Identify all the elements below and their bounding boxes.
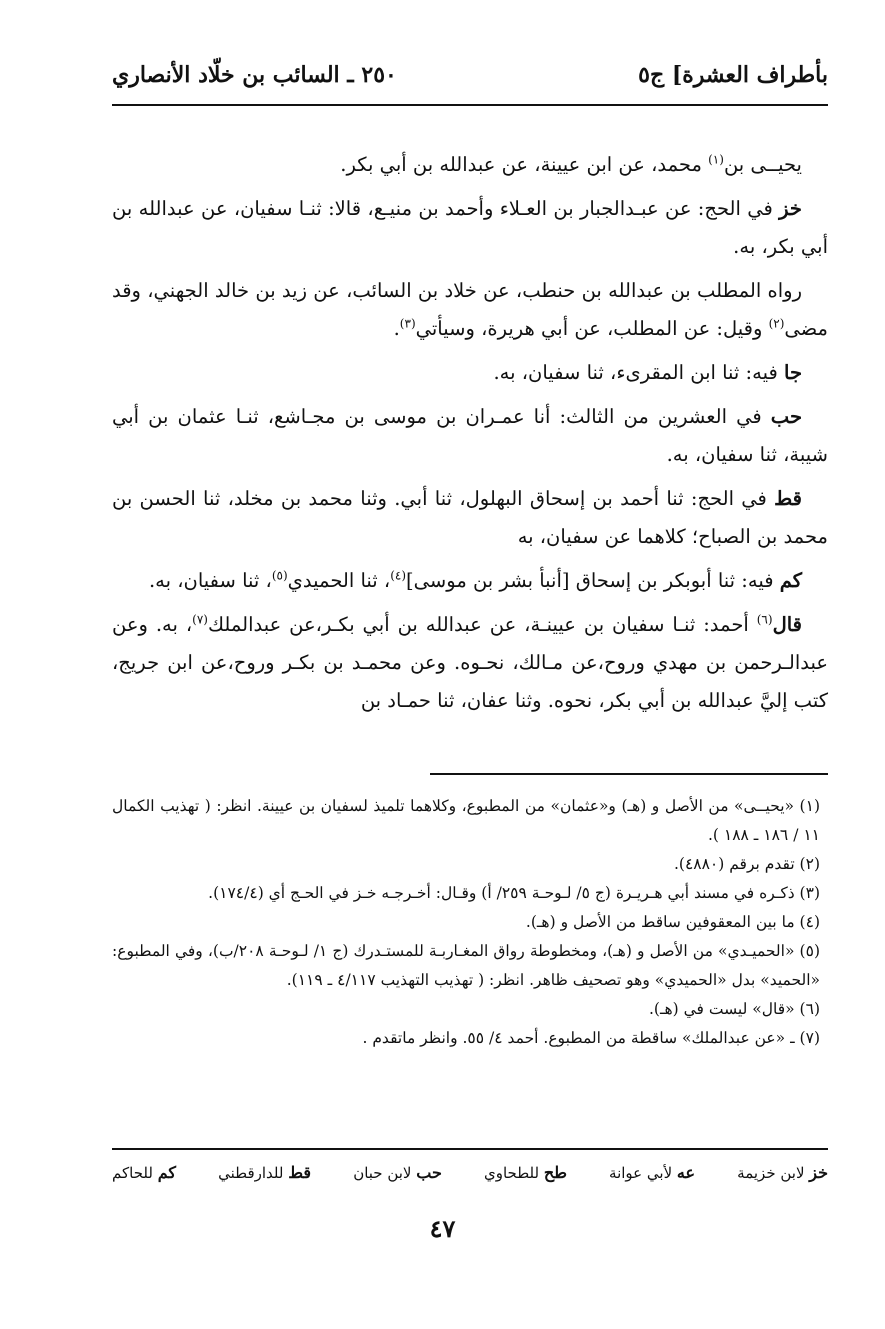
footnote-ref: (٥) bbox=[271, 568, 288, 583]
source-code: حب bbox=[770, 405, 802, 428]
source-code: قال bbox=[772, 613, 802, 636]
main-text bbox=[112, 146, 828, 726]
footnote-divider bbox=[430, 773, 828, 775]
section-title: ٢٥٠ ـ السائب بن خلّاد الأنصاري bbox=[112, 62, 397, 88]
footnote-ref: (٦) bbox=[756, 612, 773, 627]
source-code: قط bbox=[774, 487, 802, 510]
footnote-ref: (١) bbox=[708, 152, 724, 167]
legend-item: خز لابن خزيمة bbox=[737, 1163, 828, 1182]
source-code: خز bbox=[779, 197, 802, 220]
source-code: كم bbox=[779, 569, 802, 592]
footnotes bbox=[112, 792, 828, 1053]
footnote-ref: (٤) bbox=[390, 568, 407, 583]
legend-divider bbox=[112, 1148, 828, 1150]
book-title: بأطراف العشرة] ج٥ bbox=[638, 62, 828, 88]
legend-item: قط للدارقطني bbox=[218, 1163, 312, 1182]
header-divider bbox=[112, 104, 828, 106]
footnote-2: (٢) تقدم برقم (٤٨٨٠). bbox=[673, 855, 820, 873]
abbreviation-legend bbox=[112, 1160, 828, 1186]
footnote-3: (٣) ذكـره في مسند أبي هـريـرة (ج ٥/ لـوحـة ٢٥٩/ أ) وقـال: أخـرجـه خـز في الحـج أي (١٧٤/٤). bbox=[208, 884, 820, 902]
paragraph-2: خز في الحج: عن عبـدالجبار بن العـلاء وأحمد بن منيـع، قالا: ثنـا سفيان، عن عبدالله بن أبي بكر، به. bbox=[112, 197, 828, 258]
footnote-ref: (٢) bbox=[768, 316, 785, 331]
paragraph-8: قال$^{(٦)}$ أحمد: ثنـا سفيان بن عيينـة، عن عبدالله بن أبي بكـر،عن عبدالملك$^{(٧)}$، به. وعن عبدالـرحمن بن مهدي وروح،عن مـالك، نحـوه. وعن محمـد بن بكـر وروح،عن ابن جريج، كتب إليَّ عبدالله بن أبي بكر، نحوه. وثنا عفان، ثنا حمـاد بن bbox=[112, 612, 828, 712]
footnote-4: (٤) ما بين المعقوفين ساقط من الأصل و (هـ). bbox=[525, 913, 820, 931]
legend-item: حب لابن حبان bbox=[353, 1163, 442, 1182]
paragraph-7: كم فيه: ثنا أبوبكر بن إسحاق [أنبأ بشر بن موسى]$^{(٤)}$، ثنا الحميدي$^{(٥)}$، ثنا سفيان، به. bbox=[148, 568, 802, 592]
footnote-6: (٦) «قال» ليست في (هـ). bbox=[648, 1000, 820, 1018]
footnote-7: (٧) ـ «عن عبدالملك» ساقطة من المطبوع. أحمد ٤/ ٥٥. وانظر ماتقدم . bbox=[362, 1029, 820, 1047]
paragraph-5: حب في العشرين من الثالث: أنا عمـران بن موسى بن مجـاشع، ثنـا عثمان بن أبي شيبة، ثنا سفيان، به. bbox=[112, 405, 828, 466]
footnote-5: (٥) «الحميـدي» من الأصل و (هـ)، ومخطوطة رواق المغـاربـة للمستـدرك (ج ١/ لـوحـة ٢٠٨/ب)، وفي المطبوع: «الحميد» بدل «الحميدي» وهو تصحيف ظاهر. انظر: ( تهذيب التهذيب ٤/١١٧ ـ ١١٩). bbox=[112, 942, 820, 989]
legend-item: عه لأبي عوانة bbox=[609, 1163, 696, 1182]
footnote-ref: (٣) bbox=[399, 316, 416, 331]
running-header bbox=[112, 52, 828, 98]
paragraph-6: قط في الحج: ثنا أحمد بن إسحاق البهلول، ثنا أبي. وثنا محمد بن مخلد، ثنا الحسن بن محمد بن الصباح؛ كلاهما عن سفيان، به bbox=[112, 487, 828, 548]
footnote-ref: (٧) bbox=[192, 612, 208, 627]
paragraph-3: رواه المطلب بن عبدالله بن حنطب، عن خلاد بن السائب، عن زيد بن خالد الجهني، وقد مضى$^{(٢)}$ وقيل: عن المطلب، عن أبي هريرة، وسيأتي$^{(٣)}$. bbox=[112, 279, 828, 340]
footnote-1: (١) «يحيــى» من الأصل و (هـ) و«عثمان» من المطبوع، وكلاهما تلميذ لسفيان بن عيينة. انظر: ( تهذيب الكمال ١١ / ١٨٦ ـ ١٨٨ ). bbox=[112, 797, 820, 844]
legend-item: طح للطحاوي bbox=[484, 1163, 567, 1182]
source-code: جا bbox=[784, 361, 802, 384]
paragraph-4: جا فيه: ثنا ابن المقرىء، ثنا سفيان، به. bbox=[493, 361, 802, 384]
page-number: ٤٧ bbox=[429, 1214, 456, 1243]
paragraph-1: يحيــى بن$^{(١)}$ محمد، عن ابن عيينة، عن عبدالله بن أبي بكر. bbox=[340, 152, 802, 176]
legend-item: كم للحاكم bbox=[112, 1163, 176, 1182]
